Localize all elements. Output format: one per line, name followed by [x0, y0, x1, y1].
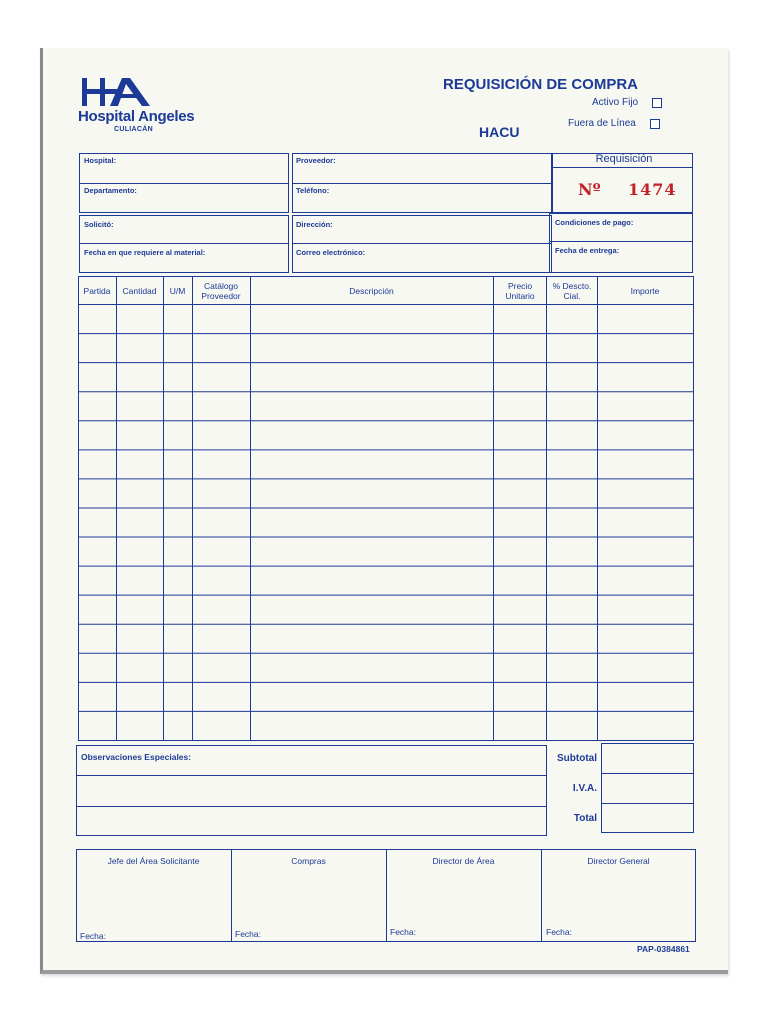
form-title: REQUISICIÓN DE COMPRA — [443, 76, 639, 93]
iva-label: I.V.A. — [572, 783, 597, 794]
signature-fecha-2: Fecha: — [235, 929, 261, 939]
correo-field[interactable]: Correo electrónico: — [296, 248, 366, 257]
logo-city: CULIACÁN — [114, 126, 153, 133]
requisicion-no-symbol: Nº — [578, 180, 601, 199]
direccion-field[interactable]: Dirección: — [296, 220, 333, 229]
totals-box — [601, 743, 694, 833]
unit-code: HACU — [479, 124, 520, 140]
proveedor-field[interactable]: Proveedor: — [296, 156, 336, 165]
col-partida: Partida — [83, 285, 111, 296]
col-catalogo-proveedor: Catálogo Proveedor — [201, 280, 241, 301]
signature-compras: Compras — [291, 856, 326, 866]
signature-jefe-area: Jefe del Área Solicitante — [107, 856, 200, 866]
logo-name: Hospital Angeles — [78, 108, 195, 125]
col-descripcion: Descripción — [349, 285, 394, 296]
signature-director-general: Director General — [587, 856, 650, 866]
subtotal-label: Subtotal — [557, 753, 597, 764]
solicito-field[interactable]: Solicitó: — [84, 220, 114, 229]
fecha-material-field[interactable]: Fecha en que requiere al material: — [84, 248, 206, 257]
requisicion-label: Requisición — [595, 153, 653, 165]
col-um: U/M — [169, 285, 186, 296]
total-label: Total — [573, 813, 597, 824]
fecha-entrega-field[interactable]: Fecha de entrega: — [555, 246, 620, 255]
observaciones-label: Observaciones Especiales: — [81, 752, 192, 762]
col-descuento-comercial: % Descto. Cial. — [552, 280, 592, 301]
signature-fecha-1: Fecha: — [80, 931, 106, 941]
signature-director-area: Director de Área — [432, 856, 495, 866]
condiciones-pago-field[interactable]: Condiciones de pago: — [555, 218, 634, 227]
activo-fijo-label: Activo Fijo — [592, 97, 639, 108]
departamento-field[interactable]: Departamento: — [84, 186, 137, 195]
form-code: PAP-0384861 — [637, 944, 690, 954]
fuera-de-linea-label: Fuera de Línea — [568, 118, 636, 129]
signature-fecha-3: Fecha: — [390, 927, 416, 937]
signature-fecha-4: Fecha: — [546, 927, 572, 937]
col-precio-unitario: Precio Unitario — [505, 280, 535, 301]
telefono-field[interactable]: Teléfono: — [296, 186, 330, 195]
hospital-field[interactable]: Hospital: — [84, 156, 117, 165]
requisicion-number: 1474 — [628, 180, 677, 199]
col-importe: Importe — [630, 285, 660, 296]
col-cantidad: Cantidad — [122, 285, 157, 296]
